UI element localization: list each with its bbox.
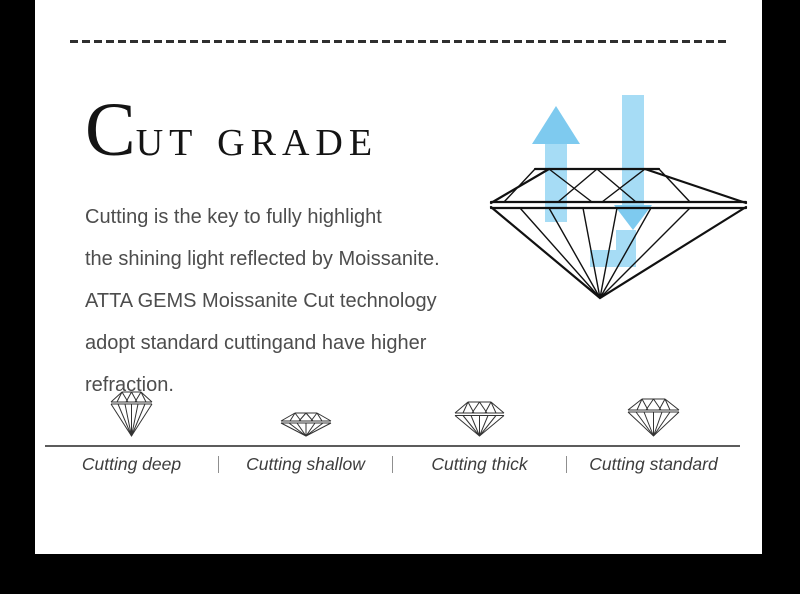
content-panel [35,0,762,554]
cut-icon-cell [219,412,393,437]
cut-label: Cutting deep [81,454,182,474]
diamond-shallow-icon [280,412,332,437]
intro-paragraph [85,196,505,406]
cut-comparison-strip [45,385,740,475]
separator-rule [45,445,740,447]
diamond-thick-icon [454,400,505,437]
page-title [85,88,379,172]
cut-label: Cutting standard [589,454,718,474]
cut-label: Cutting shallow [246,454,365,474]
intro-line: the shining light reflected by Moissanite. [85,248,440,270]
cut-icon-cell [45,390,219,437]
diamond-deep-icon [110,390,153,437]
title-initial: C [85,88,136,172]
light-enter-down-arrow [614,95,652,230]
cut-icon-cell [393,400,567,437]
internal-reflection-path [590,230,636,267]
intro-line: ATTA GEMS Moissanite Cut technology [85,290,437,312]
cut-label: Cutting thick [431,454,528,474]
diamond-light-diagram [460,85,760,310]
cut-icon-cell [566,397,740,437]
diamond-standard-icon [627,397,680,437]
cut-labels-row [45,454,740,475]
light-exit-up-arrow [532,106,580,222]
intro-line: Cutting is the key to fully highlight [85,206,382,228]
title-rest: UT GRADE [135,122,379,164]
cut-icons-row [45,385,740,437]
intro-line: adopt standard cuttingand have higher refraction. [85,332,427,396]
dashed-divider [70,40,730,43]
